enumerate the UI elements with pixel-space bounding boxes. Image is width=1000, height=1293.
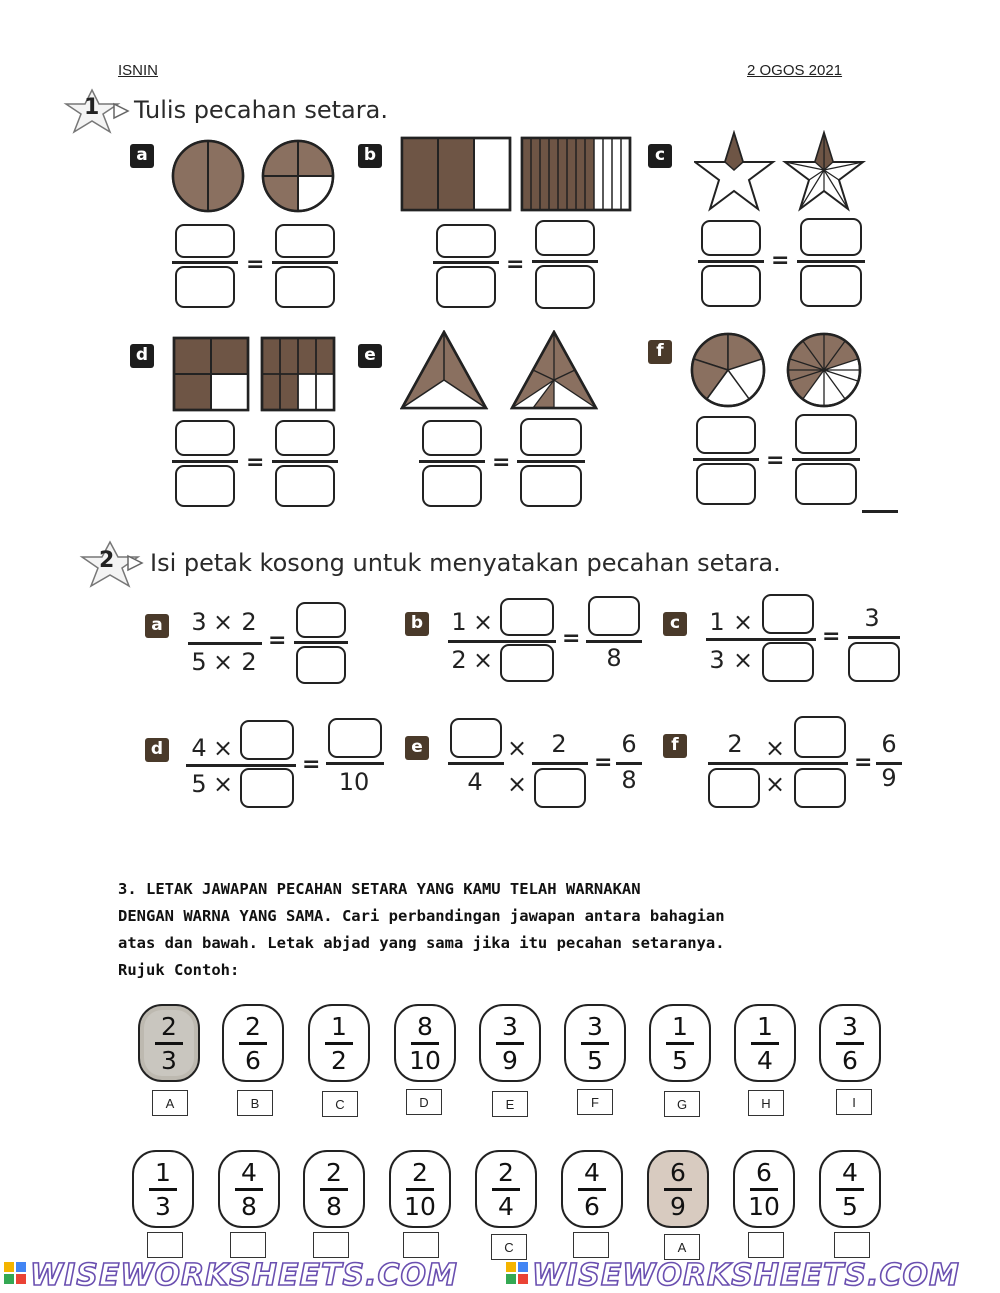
q2a-n1: 3	[191, 608, 207, 636]
q1a-figures	[170, 138, 340, 214]
answer-input[interactable]	[403, 1232, 439, 1258]
times-sign: ×	[212, 648, 234, 676]
q2b-multiplier-numerator-input[interactable]	[500, 598, 554, 636]
numerator: 1	[155, 1158, 171, 1187]
q1e-right-numerator-input[interactable]	[520, 418, 582, 456]
equals-sign: =	[766, 448, 785, 473]
denominator: 4	[498, 1191, 514, 1221]
q1b-left-denominator-input[interactable]	[436, 266, 496, 308]
q1f-right-denominator-input[interactable]	[795, 463, 857, 505]
fraction-pill[interactable]	[647, 1150, 709, 1228]
fraction-pill[interactable]	[303, 1150, 365, 1228]
answer-input[interactable]	[230, 1232, 266, 1258]
q1-label-c: c	[648, 144, 672, 168]
times-sign: ×	[732, 646, 754, 674]
q2a-result-numerator-input[interactable]	[296, 602, 346, 638]
q2f-multiplier-denominator-input[interactable]	[794, 768, 846, 808]
q1b-right-numerator-input[interactable]	[535, 220, 595, 256]
q2e-n2: 2	[551, 730, 567, 758]
q2e-d1: 4	[467, 768, 483, 796]
wiseworksheets-logo-icon	[506, 1262, 528, 1284]
q1c-figures	[694, 130, 874, 212]
answer-input[interactable]: C	[491, 1234, 527, 1260]
letter-box: B	[237, 1090, 273, 1116]
q3-line: DENGAN WARNA YANG SAMA. Cari perbandingan jawapan antara bahagian	[118, 907, 725, 925]
numerator: 2	[326, 1158, 342, 1187]
arrow-icon	[112, 102, 130, 120]
q1c-right-denominator-input[interactable]	[800, 265, 862, 307]
q1c-left-denominator-input[interactable]	[701, 265, 761, 307]
q3-line: Rujuk Contoh:	[118, 961, 240, 979]
equals-sign: =	[594, 750, 613, 775]
q2d-n1: 4	[191, 734, 207, 762]
q2f-result-numerator: 6	[881, 730, 897, 758]
q1a-left-denominator-input[interactable]	[175, 266, 235, 308]
q2b-result-numerator-input[interactable]	[588, 596, 640, 636]
numerator: 6	[756, 1158, 772, 1187]
q1a-left-numerator-input[interactable]	[175, 224, 235, 258]
equals-sign: =	[246, 252, 265, 277]
arrow-icon	[126, 554, 144, 572]
fraction-pill[interactable]	[819, 1004, 881, 1082]
fraction-pill[interactable]	[389, 1150, 451, 1228]
q1f-right-numerator-input[interactable]	[795, 414, 857, 454]
q1f-left-numerator-input[interactable]	[696, 416, 756, 454]
numerator: 8	[417, 1012, 433, 1041]
q1d-right-denominator-input[interactable]	[275, 465, 335, 507]
denominator: 6	[584, 1191, 600, 1221]
q1c-right-numerator-input[interactable]	[800, 218, 862, 256]
answer-input[interactable]	[147, 1232, 183, 1258]
fraction-pill[interactable]	[649, 1004, 711, 1082]
q2d-multiplier-denominator-input[interactable]	[240, 768, 294, 808]
q3-instructions	[118, 876, 878, 984]
equals-sign: =	[492, 450, 511, 475]
numerator: 3	[587, 1012, 603, 1041]
numerator: 2	[412, 1158, 428, 1187]
q1e-left-denominator-input[interactable]	[422, 465, 482, 507]
equals-sign: =	[246, 450, 265, 475]
fraction-pill[interactable]	[394, 1004, 456, 1082]
q2c-result-denominator-input[interactable]	[848, 642, 900, 682]
q2f-result-denominator: 9	[881, 764, 897, 792]
fraction-pill[interactable]	[819, 1150, 881, 1228]
q1-number: 1	[84, 95, 100, 120]
fraction-pill[interactable]	[734, 1004, 796, 1082]
fraction-pill[interactable]	[561, 1150, 623, 1228]
q1-label-f: f	[648, 340, 672, 364]
q2c-multiplier-numerator-input[interactable]	[762, 594, 814, 634]
times-sign: ×	[506, 734, 528, 762]
q2-number: 2	[99, 548, 115, 573]
fraction-pill[interactable]	[218, 1150, 280, 1228]
times-sign: ×	[212, 608, 234, 636]
numerator: 2	[498, 1158, 514, 1187]
equals-sign: =	[822, 624, 841, 649]
denominator: 8	[326, 1191, 342, 1221]
q1c-left-numerator-input[interactable]	[701, 220, 761, 256]
q2-title: Isi petak kosong untuk menyatakan pecahan setara.	[150, 549, 781, 577]
equals-sign: =	[771, 248, 790, 273]
numerator: 3	[842, 1012, 858, 1041]
q2a-d1: 5	[191, 648, 207, 676]
letter-box: G	[664, 1091, 700, 1117]
numerator: 1	[757, 1012, 773, 1041]
answer-input[interactable]	[573, 1232, 609, 1258]
q1a-right-denominator-input[interactable]	[275, 266, 335, 308]
divider-line	[862, 510, 898, 513]
numerator: 4	[241, 1158, 257, 1187]
numerator: 2	[161, 1012, 177, 1041]
q2c-d1: 3	[709, 646, 725, 674]
denominator: 3	[161, 1045, 177, 1075]
q1e-left-numerator-input[interactable]	[422, 420, 482, 456]
q2f-multiplier-numerator-input[interactable]	[794, 716, 846, 758]
q2c-n1: 1	[709, 608, 725, 636]
fraction-pill[interactable]	[564, 1004, 626, 1082]
q1d-figures	[172, 336, 338, 412]
q2c-multiplier-denominator-input[interactable]	[762, 642, 814, 682]
answer-input[interactable]	[748, 1232, 784, 1258]
denominator: 10	[409, 1045, 441, 1075]
q1-label-d: d	[130, 344, 154, 368]
letter-box: F	[577, 1089, 613, 1115]
times-sign: ×	[472, 608, 494, 636]
fraction-pill[interactable]	[132, 1150, 194, 1228]
date-label: 2 OGOS 2021	[747, 62, 843, 79]
equals-sign: =	[506, 252, 525, 277]
times-sign: ×	[732, 608, 754, 636]
q2b-multiplier-denominator-input[interactable]	[500, 644, 554, 682]
q2b-n1: 1	[451, 608, 467, 636]
q2d-result-numerator-input[interactable]	[328, 718, 382, 758]
numerator: 2	[245, 1012, 261, 1041]
q1b-figures	[400, 136, 636, 212]
q2a-n2: 2	[241, 608, 257, 636]
times-sign: ×	[506, 770, 528, 798]
letter-box: E	[492, 1091, 528, 1117]
times-sign: ×	[764, 770, 786, 798]
denominator: 5	[842, 1191, 858, 1221]
numerator: 4	[584, 1158, 600, 1187]
equals-sign: =	[268, 628, 287, 653]
equals-sign: =	[854, 750, 873, 775]
q1b-right-denominator-input[interactable]	[535, 265, 595, 309]
denominator: 8	[241, 1191, 257, 1221]
day-label: ISNIN	[118, 62, 159, 79]
numerator: 1	[672, 1012, 688, 1041]
q2a-result-denominator-input[interactable]	[296, 646, 346, 684]
times-sign: ×	[472, 646, 494, 674]
letter-box: C	[322, 1091, 358, 1117]
denominator: 2	[331, 1045, 347, 1075]
q2-label-e: e	[405, 736, 429, 760]
q1d-right-numerator-input[interactable]	[275, 420, 335, 456]
times-sign: ×	[764, 734, 786, 762]
q1-label-a: a	[130, 144, 154, 168]
q1e-right-denominator-input[interactable]	[520, 465, 582, 507]
q2d-d1: 5	[191, 770, 207, 798]
q2a-d2: 2	[241, 648, 257, 676]
q1d-left-denominator-input[interactable]	[175, 465, 235, 507]
numerator: 4	[842, 1158, 858, 1187]
q1a-right-numerator-input[interactable]	[275, 224, 335, 258]
answer-input[interactable]	[834, 1232, 870, 1258]
q2e-result-numerator: 6	[621, 730, 637, 758]
q3-line: 3. LETAK JAWAPAN PECAHAN SETARA YANG KAMU TELAH WARNAKAN	[118, 880, 641, 898]
denominator: 10	[748, 1191, 780, 1221]
q2-label-b: b	[405, 612, 429, 636]
denominator: 5	[672, 1045, 688, 1075]
numerator: 3	[502, 1012, 518, 1041]
times-sign: ×	[212, 770, 234, 798]
q2b-d1: 2	[451, 646, 467, 674]
watermark-text: WISEWORKSHEETS.COM	[532, 1258, 960, 1293]
letter-box: A	[152, 1090, 188, 1116]
q2b-result-denominator: 8	[606, 644, 622, 672]
q2f-n1: 2	[727, 730, 743, 758]
q2e-numerator-input[interactable]	[450, 718, 502, 758]
watermark-text: WISEWORKSHEETS.COM	[30, 1258, 458, 1293]
fraction-pill[interactable]	[733, 1150, 795, 1228]
numerator: 1	[331, 1012, 347, 1041]
fraction-pill[interactable]	[222, 1004, 284, 1082]
q2-label-c: c	[663, 612, 687, 636]
q1-title: Tulis pecahan setara.	[134, 96, 388, 124]
q2e-result-denominator: 8	[621, 766, 637, 794]
q2-label-f: f	[663, 734, 687, 758]
numerator: 6	[670, 1158, 686, 1187]
q2-label-d: d	[145, 738, 169, 762]
equals-sign: =	[562, 626, 581, 651]
q1f-left-denominator-input[interactable]	[696, 463, 756, 505]
q1e-figures	[400, 330, 600, 412]
denominator: 6	[842, 1045, 858, 1075]
fraction-pill[interactable]	[308, 1004, 370, 1082]
times-sign: ×	[212, 734, 234, 762]
q2d-multiplier-numerator-input[interactable]	[240, 720, 294, 760]
q3-line: atas dan bawah. Letak abjad yang sama jika itu pecahan setaranya.	[118, 934, 725, 952]
denominator: 10	[404, 1191, 436, 1221]
q2e-multiplier-denominator-input[interactable]	[534, 768, 586, 808]
answer-input[interactable]	[313, 1232, 349, 1258]
denominator: 4	[757, 1045, 773, 1075]
fraction-pill[interactable]	[475, 1150, 537, 1228]
q1f-figures	[690, 332, 864, 410]
q2-label-a: a	[145, 614, 169, 638]
q1-label-b: b	[358, 144, 382, 168]
fraction-pill[interactable]	[479, 1004, 541, 1082]
letter-box: H	[748, 1090, 784, 1116]
denominator: 5	[587, 1045, 603, 1075]
answer-input[interactable]: A	[664, 1234, 700, 1260]
q1-label-e: e	[358, 344, 382, 368]
denominator: 6	[245, 1045, 261, 1075]
letter-box: D	[406, 1089, 442, 1115]
wiseworksheets-logo-icon	[4, 1262, 26, 1284]
denominator: 3	[155, 1191, 171, 1221]
q2f-denominator-input[interactable]	[708, 768, 760, 808]
q1b-left-numerator-input[interactable]	[436, 224, 496, 258]
q2d-result-denominator: 10	[338, 768, 370, 796]
denominator: 9	[502, 1045, 518, 1075]
letter-box: I	[836, 1089, 872, 1115]
denominator: 9	[670, 1191, 686, 1221]
q1d-left-numerator-input[interactable]	[175, 420, 235, 456]
equals-sign: =	[302, 752, 321, 777]
q2c-result-numerator: 3	[864, 604, 880, 632]
fraction-pill[interactable]	[138, 1004, 200, 1082]
